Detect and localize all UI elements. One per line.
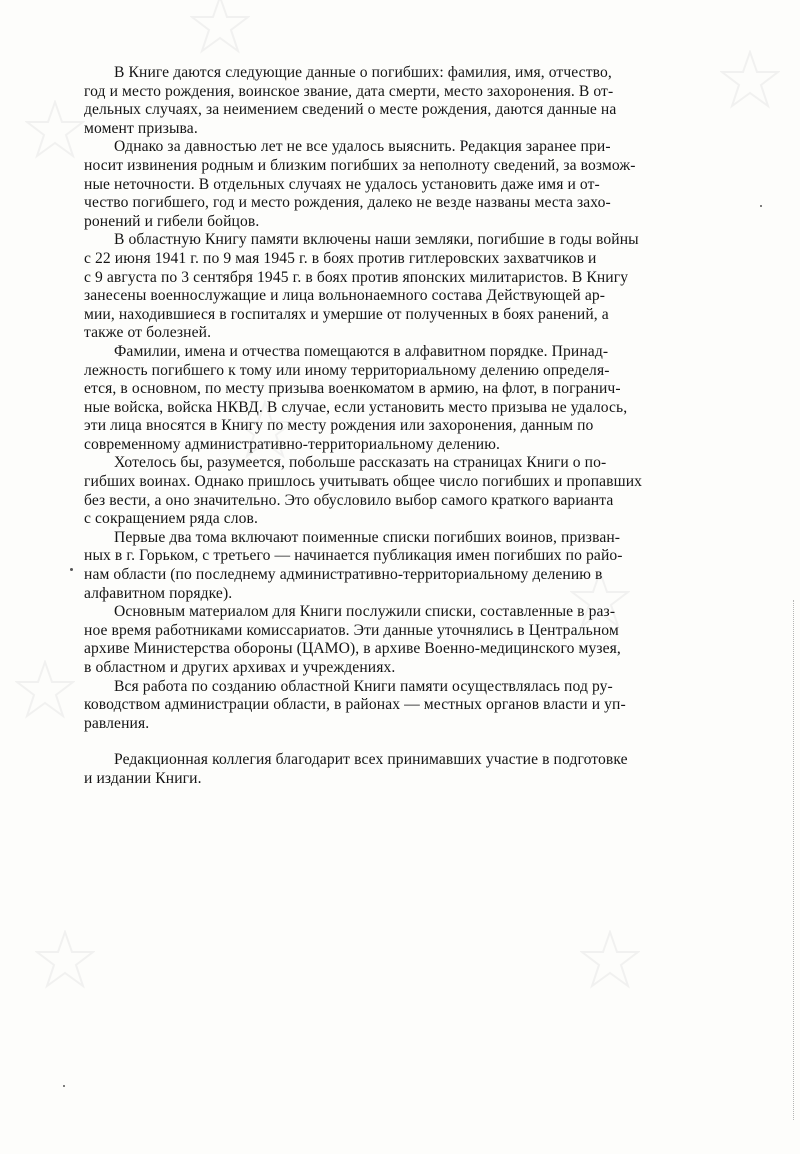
- paragraph-apology: Однако за давностью лет не все удалось выяснить. Редакция заранее при- носит извинения родным и близким погибших за неполноту сведений, за возмож- ные неточности. В отдельных случаях не удалось установить даже имя и от- чество погибшего, год и место рождения, далеко не везде названы места захо- ронений и гибели бойцов.: [84, 138, 636, 230]
- watermark-star-icon: [35, 930, 95, 990]
- scan-speck: [70, 568, 73, 571]
- scan-edge-marks: [787, 600, 794, 1120]
- scan-speck: [63, 1085, 65, 1087]
- watermark-star-icon: [190, 0, 250, 55]
- watermark-star-icon: [580, 930, 640, 990]
- paragraph-data-fields: В Книге даются следующие данные о погибших: фамилия, имя, отчество, год и место рождения, воинское звание, дата смерти, место захоронения. В от- дельных случаях, за неимением сведений о месте рождения, даются данные на момент призыва.: [84, 64, 617, 137]
- paragraph-volumes: Первые два тома включают поименные списки погибших воинов, призван- ных в г. Горьком, с третьего — начинается публикация имен погибших по райо- нам области (по последнему административно-территориальному делению в алфавитном порядке).: [84, 528, 623, 602]
- watermark-star-icon: [25, 100, 85, 160]
- paragraph-ordering: Фамилии, имена и отчества помещаются в алфавитном порядке. Принад- лежность погибшего к тому или иному территориальному делению определя- ется, в основном, по месту призыва военкоматом в армию, на флот, в погранич- ные войска, войска НКВД. В случае, если установить место призыва не удалось, эти лица вносятся в Книгу по месту рождения или захоронения, данным по современному административно-территориальному делению.: [84, 342, 628, 453]
- paragraph-sources: Основным материалом для Книги послужили списки, составленные в раз- ное время работниками комиссариатов. Эти данные уточнялись в Центральном архиве Министерства обороны (ЦАМО), в архиве Военно-медицинского музея, в областном и других архивах и учреждениях.: [84, 603, 621, 676]
- paragraph-brevity: Хотелось бы, разумеется, побольше рассказать на страницах Книги о по- гибших воинах. Однако пришлось учитывать общее число погибших и пропавших без вести, а оно значительно. Это обусловило выбор самого краткого варианта с сокращением ряда слов.: [84, 454, 643, 528]
- scan-speck: [760, 205, 762, 207]
- watermark-star-icon: [15, 660, 75, 720]
- body-text: [84, 64, 752, 789]
- closing-thanks: Редакционная коллегия благодарит всех принимавших участие в подготовке и издании Книги.: [84, 751, 628, 787]
- paragraph-management: Вся работа по созданию областной Книги памяти осуществлялась под ру- ководством администрации области, в районах — местных органов власти и уп- равления.: [84, 677, 626, 732]
- paragraph-scope: В областную Книгу памяти включены наши земляки, погибшие в годы войны с 22 июня 1941 г. по 9 мая 1945 г. в боях против гитлеровских захватчиков и с 9 августа по 3 сентября 1945 г. в боях против японских милитаристов. В Книгу занесены военнослужащие и лица вольнонаемного состава Действующей ар- мии, находившиеся в госпиталях и умершие от полученных в боях ранений, а также от болезней.: [84, 231, 639, 342]
